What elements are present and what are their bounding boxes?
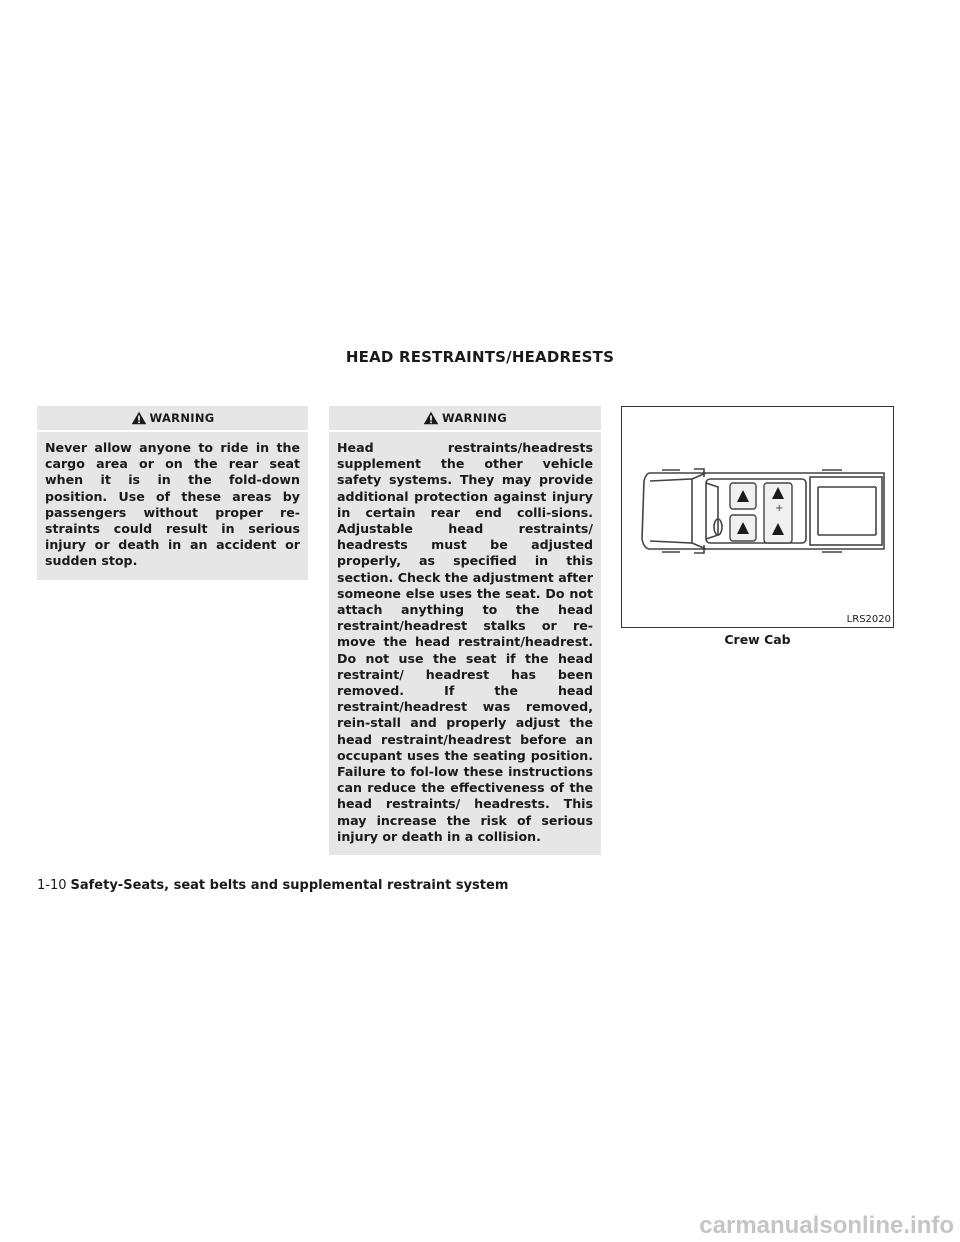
section-title: HEAD RESTRAINTS/HEADRESTS bbox=[345, 348, 615, 366]
page-footer bbox=[37, 878, 508, 893]
warning-box-cargo bbox=[37, 406, 308, 580]
crew-cab-diagram bbox=[621, 406, 894, 628]
watermark-logo: carmanualsonline.info bbox=[699, 1212, 954, 1239]
truck-top-view-illustration bbox=[622, 407, 893, 627]
warning-triangle-icon bbox=[131, 411, 147, 425]
warning-label: WARNING bbox=[442, 411, 507, 425]
figure-caption: Crew Cab bbox=[724, 632, 791, 647]
warning-header bbox=[329, 406, 601, 432]
warning-label: WARNING bbox=[149, 411, 215, 425]
chapter-title: Safety-Seats, seat belts and supplemental restraint system bbox=[70, 878, 509, 893]
warning-header bbox=[37, 406, 308, 432]
plus-sign: + bbox=[775, 503, 784, 514]
warning-box-head-restraints bbox=[329, 406, 601, 855]
warning-text: Head restraints/headrests supplement the other vehicle safety systems. They may provide additional protection against injury in certain rear end colli-sions. Adjustable head restraints/ headrests must be adjusted properly, as specified in this section. Check the adjustment after someone else uses the seat. Do not attach anything to the head restraint/headrest stalks or re-move the head restraint/headrest. Do not use the seat if the head restraint/ headrest has been removed. If the head restraint/headrest was removed, rein-stall and properly adjust the head restraint/headrest before an occupant uses the seating position. Failure to fol-low these instructions can reduce the effectiveness of the head restraints/ headrests. This may increase the risk of serious injury or death in a collision. bbox=[337, 440, 593, 844]
page-number: 1-10 bbox=[37, 878, 67, 893]
figure-code: LRS2020 bbox=[846, 614, 891, 625]
warning-text: Never allow anyone to ride in the cargo area or on the rear seat when it is in the fold-down position. Use of these areas by passengers without proper re-straints could result in serious injury or death in an accident or sudden stop. bbox=[45, 440, 300, 569]
warning-triangle-icon bbox=[423, 411, 439, 425]
